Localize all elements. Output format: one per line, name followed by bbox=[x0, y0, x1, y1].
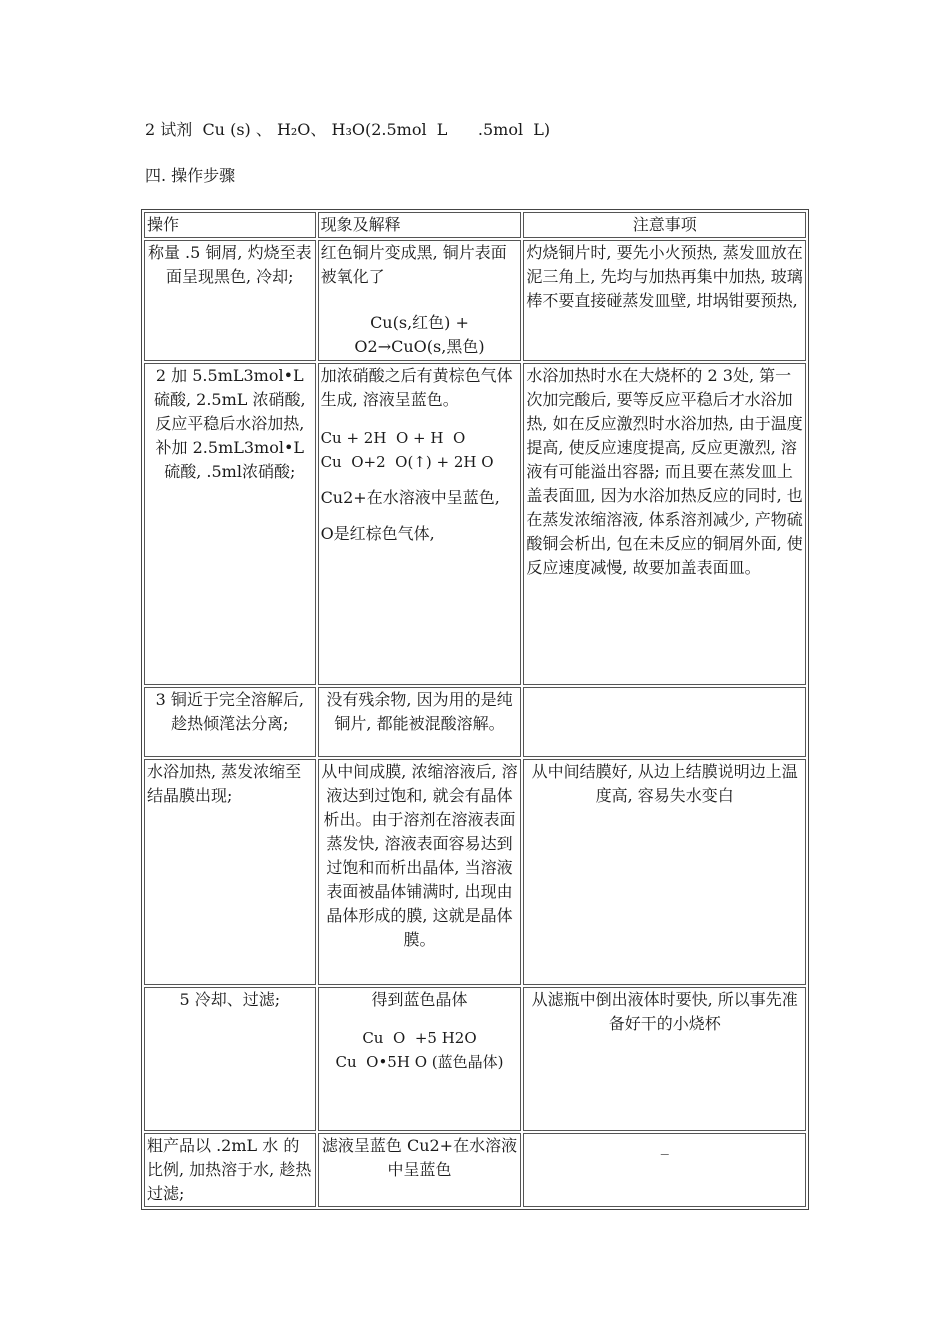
table-row bbox=[144, 240, 806, 361]
header-phenomenon: 现象及解释 bbox=[318, 212, 522, 238]
header-operation: 操作 bbox=[144, 212, 316, 238]
phenomenon-text: 红色铜片变成黑, 铜片表面被氧化了 bbox=[320, 243, 507, 286]
equation-line: O2→CuO(s,黑色) bbox=[354, 337, 485, 356]
table-row bbox=[144, 759, 806, 985]
row-operation: 2 加 5.5mL3mol•L 硫酸, 2.5mL 浓硝酸, 反应平稳后水浴加热, 补加 2.5mL3mol•L 硫酸, .5ml浓硝酸; bbox=[144, 363, 316, 685]
row-operation: 称量 .5 铜屑, 灼烧至表面呈现黑色, 冷却; bbox=[144, 240, 316, 361]
reagent-line: 2 试剂 Cu (s) 、 H₂O、 H₃O(2.5mol L .5mol L) bbox=[145, 120, 551, 139]
row-notes: _ bbox=[523, 1133, 806, 1207]
row-notes bbox=[523, 687, 806, 757]
row-phenomenon bbox=[318, 363, 522, 685]
table-row bbox=[144, 363, 806, 685]
header-notes: 注意事项 bbox=[523, 212, 806, 238]
table-row bbox=[144, 687, 806, 757]
row-operation: 粗产品以 .2mL 水 的比例, 加热溶于水, 趁热过滤; bbox=[144, 1133, 316, 1207]
equation-line: Cu + 2H O + H O bbox=[320, 429, 466, 447]
table-row bbox=[144, 1133, 806, 1207]
phenomenon-text: Cu2+在水溶液中呈蓝色, bbox=[320, 488, 500, 507]
row-phenomenon: 没有残余物, 因为用的是纯铜片, 都能被混酸溶解。 bbox=[318, 687, 522, 757]
table-row bbox=[144, 987, 806, 1131]
phenomenon-text: O是红棕色气体, bbox=[320, 524, 435, 543]
row-notes: 灼烧铜片时, 要先小火预热, 蒸发皿放在泥三角上, 先均与加热再集中加热, 玻璃棒不要直接碰蒸发皿壁, 坩埚钳要预热, bbox=[523, 240, 806, 361]
row-notes: 从中间结膜好, 从边上结膜说明边上温度高, 容易失水变白 bbox=[523, 759, 806, 985]
operations-table bbox=[141, 209, 809, 1210]
phenomenon-text: 加浓硝酸之后有黄棕色气体生成, 溶液呈蓝色。 bbox=[320, 366, 513, 409]
row-phenomenon bbox=[318, 240, 522, 361]
row-operation: 3 铜近于完全溶解后, 趁热倾滗法分离; bbox=[144, 687, 316, 757]
phenomenon-text: 得到蓝色晶体 bbox=[371, 990, 468, 1009]
row-notes: 从滤瓶中倒出液体时要快, 所以事先准备好干的小烧杯 bbox=[523, 987, 806, 1131]
equation-line: Cu O+2 O(↑) + 2H O bbox=[320, 453, 494, 471]
row-phenomenon: 滤液呈蓝色 Cu2+在水溶液中呈蓝色 bbox=[318, 1133, 522, 1207]
row-phenomenon: 从中间成膜, 浓缩溶液后, 溶液达到过饱和, 就会有晶体析出。由于溶剂在溶液表面蒸发快, 溶液表面容易达到过饱和而析出晶体, 当溶液表面被晶体铺满时, 出现由晶体形成的膜, 这就是晶体膜。 bbox=[318, 759, 522, 985]
row-phenomenon bbox=[318, 987, 522, 1131]
equation-line: Cu O•5H O (蓝色晶体) bbox=[335, 1053, 504, 1071]
section-heading: 四. 操作步骤 bbox=[145, 166, 236, 185]
row-operation: 水浴加热, 蒸发浓缩至结晶膜出现; bbox=[144, 759, 316, 985]
row-operation: 5 冷却、过滤; bbox=[144, 987, 316, 1131]
table-header-row bbox=[144, 212, 806, 238]
equation-line: Cu(s,红色) + bbox=[370, 313, 469, 332]
row-notes: 水浴加热时水在大烧杯的 2 3处, 第一次加完酸后, 要等反应平稳后才水浴加热, 如在反应激烈时水浴加热, 由于温度提高, 使反应速度提高, 反应更激烈, 溶液有可能溢出容器; 而且要在蒸发皿上盖表面皿, 因为水浴加热反应的同时, 也在蒸发浓缩溶液, 体系溶剂减少, 产物硫酸铜会析出, 包在未反应的铜屑外面, 使反应速度减慢, 故要加盖表面皿。 bbox=[523, 363, 806, 685]
equation-line: Cu O +5 H2O bbox=[362, 1029, 477, 1047]
